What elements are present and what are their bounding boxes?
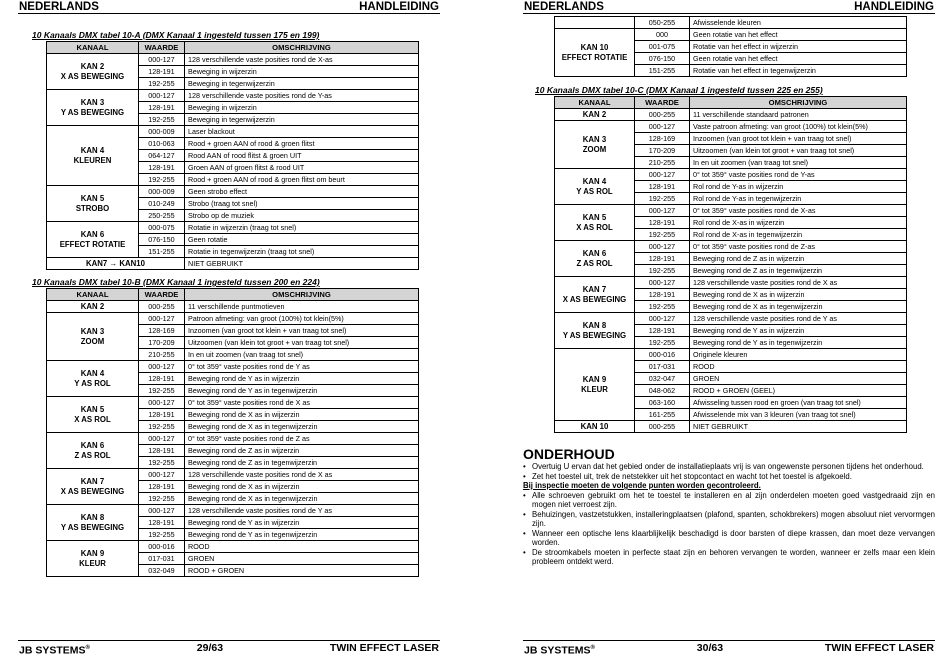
dmx-value: 076-150	[139, 234, 185, 246]
description: Rol rond de Y-as in tegenwijzerzin	[690, 193, 907, 205]
dmx-value: 170-209	[139, 337, 185, 349]
table-row	[555, 121, 907, 133]
dmx-value: 128-191	[139, 409, 185, 421]
page-footer	[18, 640, 440, 657]
description: Strobo (traag tot snel)	[185, 198, 419, 210]
dmx-value: 128-191	[635, 289, 690, 301]
dmx-value: 000-127	[635, 121, 690, 133]
description: Rotatie in tegenwijzerzin (traag tot snel)	[185, 246, 419, 258]
description: Inzoomen (van groot tot klein + van traag tot snel)	[690, 133, 907, 145]
description: Beweging in wijzerzin	[185, 66, 419, 78]
channel-label: KAN 5 X AS ROL	[47, 397, 139, 433]
dmx-value: 000-127	[139, 313, 185, 325]
maintenance-item: • De stroomkabels moeten in perfecte staat zijn en behoren vervangen te worden, wanneer er zelfs maar een klein probleem ontdekt werd.	[523, 548, 935, 567]
channel-label: KAN 7 X AS BEWEGING	[555, 277, 635, 313]
table-row	[47, 54, 419, 66]
channel-label: KAN 3 Y AS BEWEGING	[47, 90, 139, 126]
table-row	[555, 29, 907, 41]
footer-brand: JB SYSTEMS®	[19, 644, 90, 657]
description: Beweging rond de X as in tegenwijzerzin	[185, 493, 419, 505]
table-row	[47, 126, 419, 138]
dmx-value: 128-169	[635, 133, 690, 145]
description: Rood AAN of rood flitst & groen UIT	[185, 150, 419, 162]
description: 11 verschillende standaard patronen	[690, 109, 907, 121]
dmx-value: 000-255	[635, 421, 690, 433]
dmx-value: 128-191	[635, 253, 690, 265]
channel-label: KAN 5 STROBO	[47, 186, 139, 222]
description: 128 verschillende vaste posities rond de Y as	[185, 505, 419, 517]
dmx-value: 128-191	[635, 217, 690, 229]
description: GROEN	[185, 553, 419, 565]
inspection-note: Bij inspectie moeten de volgende punten worden gecontroleerd.	[523, 481, 761, 490]
dmx-value: 170-209	[635, 145, 690, 157]
column-header-kanaal: KANAAL	[47, 289, 139, 301]
page-footer	[523, 640, 935, 657]
description: Beweging rond de Z as in tegenwijzerzin	[690, 265, 907, 277]
channel-label: KAN 8 Y AS BEWEGING	[555, 313, 635, 349]
maintenance-item: • Overtuig U ervan dat het gebied onder de installatieplaats vrij is van ongewenste personen tijdens het onderhoud.	[523, 462, 935, 472]
dmx-value: 000-009	[139, 126, 185, 138]
description: Uitzoomen (van klein tot groot + van traag tot snel)	[185, 337, 419, 349]
description: Beweging rond de X as in wijzerzin	[185, 481, 419, 493]
footer-brand: JB SYSTEMS®	[524, 644, 595, 657]
description: Beweging in tegenwijzerzin	[185, 114, 419, 126]
dmx-value: 000-127	[139, 469, 185, 481]
channel-label: KAN 6 Z AS ROL	[47, 433, 139, 469]
description: Rol rond de Y-as in wijzerzin	[690, 181, 907, 193]
dmx-value: 076-150	[635, 53, 690, 65]
description: Beweging rond de X as in wijzerzin	[185, 409, 419, 421]
dmx-value: 192-255	[139, 114, 185, 126]
dmx-value: 151-255	[635, 65, 690, 77]
dmx-value: 010-249	[139, 198, 185, 210]
dmx-value: 000-127	[139, 433, 185, 445]
table-row	[47, 222, 419, 234]
table-row	[47, 433, 419, 445]
channel-label: KAN 6 EFFECT ROTATIE	[47, 222, 139, 258]
table-a-caption: 10 Kanaals DMX tabel 10-A (DMX Kanaal 1 ingesteld tussen 175 en 199)	[32, 30, 320, 40]
description: 0° tot 359° vaste posities rond de Z-as	[690, 241, 907, 253]
channel-label: KAN 2	[555, 109, 635, 121]
channel-label: KAN 10	[555, 421, 635, 433]
description: 128 verschillende vaste posities rond de Y as	[690, 313, 907, 325]
description: Beweging rond de Y as in tegenwijzerzin	[185, 385, 419, 397]
column-header-waarde: WAARDE	[635, 97, 690, 109]
table-row	[555, 277, 907, 289]
page-number: 29/63	[196, 642, 224, 654]
header-row	[47, 289, 419, 301]
dmx-value: 032-049	[139, 565, 185, 577]
dmx-value: 128-191	[139, 102, 185, 114]
dmx-value: 001-075	[635, 41, 690, 53]
dmx-value: 000-127	[139, 505, 185, 517]
description: Rotatie van het effect in wijzerzin	[690, 41, 907, 53]
description: Strobo op de muziek	[185, 210, 419, 222]
dmx-value: 000-016	[635, 349, 690, 361]
description: Beweging in wijzerzin	[185, 102, 419, 114]
header-language: NEDERLANDS	[524, 1, 604, 13]
description: GROEN	[690, 373, 907, 385]
maintenance-item: • Zet het toestel uit, trek de netstekker uit het stopcontact en wacht tot het toestel is afgekoeld.	[523, 472, 935, 482]
description: In en uit zoomen (van traag tot snel)	[690, 157, 907, 169]
channel-label: KAN 10 EFFECT ROTATIE	[555, 29, 635, 77]
dmx-value: 000-127	[139, 54, 185, 66]
dmx-value: 000	[635, 29, 690, 41]
description: 128 verschillende vaste posities rond de X as	[690, 277, 907, 289]
dmx-value: 000-127	[139, 361, 185, 373]
dmx-value: 128-191	[635, 325, 690, 337]
dmx-value: 192-255	[139, 385, 185, 397]
dmx-value: 128-169	[139, 325, 185, 337]
description: Beweging rond de Z as in tegenwijzerzin	[185, 457, 419, 469]
dmx-value: 048-062	[635, 385, 690, 397]
description: Beweging rond de X as in wijzerzin	[690, 289, 907, 301]
dmx-value: 128-191	[635, 181, 690, 193]
channel-label: KAN 9 KLEUR	[555, 349, 635, 421]
table-row	[47, 505, 419, 517]
dmx-value: 000-127	[635, 169, 690, 181]
table-c-caption: 10 Kanaals DMX tabel 10-C (DMX Kanaal 1 ingesteld tussen 225 en 255)	[535, 85, 823, 95]
dmx-value: 161-255	[635, 409, 690, 421]
dmx-value: 128-191	[139, 517, 185, 529]
dmx-value: 050-255	[635, 17, 690, 29]
table-row	[555, 109, 907, 121]
column-header-omschrijving: OMSCHRIJVING	[185, 42, 419, 54]
description: ROOD	[690, 361, 907, 373]
table-b-caption: 10 Kanaals DMX tabel 10-B (DMX Kanaal 1 ingesteld tussen 200 en 224)	[32, 277, 320, 287]
description: 0° tot 359° vaste posities rond de X-as	[690, 205, 907, 217]
table-row	[47, 361, 419, 373]
description: Groen AAN of groen flitst & rood UIT	[185, 162, 419, 174]
description: Laser blackout	[185, 126, 419, 138]
description: Beweging rond de X as in tegenwijzerzin	[690, 301, 907, 313]
dmx-value: 032-047	[635, 373, 690, 385]
dmx-value: 000-127	[635, 277, 690, 289]
description: Rol rond de X-as in wijzerzin	[690, 217, 907, 229]
column-header-waarde: WAARDE	[139, 42, 185, 54]
channel-label	[555, 17, 635, 29]
dmx-value: 000-016	[139, 541, 185, 553]
dmx-value: 128-191	[139, 373, 185, 385]
table-row	[47, 258, 419, 270]
table-row	[555, 169, 907, 181]
description: Uitzoomen (van klein tot groot + van traag tot snel)	[690, 145, 907, 157]
column-header-waarde: WAARDE	[139, 289, 185, 301]
description: 0° tot 359° vaste posities rond de Y-as	[690, 169, 907, 181]
description: Rood + groen AAN of rood & groen flitst om beurt	[185, 174, 419, 186]
channel-label: KAN 9 KLEUR	[47, 541, 139, 577]
dmx-value: 000-127	[635, 205, 690, 217]
description: Vaste patroon afmeting: van groot (100%) tot klein(5%)	[690, 121, 907, 133]
dmx-value: 192-255	[139, 493, 185, 505]
column-header-omschrijving: OMSCHRIJVING	[185, 289, 419, 301]
page-number: 30/63	[696, 642, 724, 654]
table-row	[47, 90, 419, 102]
dmx-value: 000-009	[139, 186, 185, 198]
header-row	[47, 42, 419, 54]
description: Geen rotatie	[185, 234, 419, 246]
description: Afwisselende mix van 3 kleuren (van traag tot snel)	[690, 409, 907, 421]
description: 0° tot 359° vaste posities rond de Z as	[185, 433, 419, 445]
dmx-value: 128-191	[139, 66, 185, 78]
table-row	[47, 541, 419, 553]
dmx-value: 000-255	[635, 109, 690, 121]
dmx-value: 192-255	[635, 265, 690, 277]
table-row	[555, 205, 907, 217]
header-row	[555, 97, 907, 109]
dmx-value: 192-255	[635, 337, 690, 349]
dmx-value: 250-255	[139, 210, 185, 222]
channel-label: KAN7 → KAN10	[47, 258, 185, 270]
description: NIET GEBRUIKT	[690, 421, 907, 433]
description: 11 verschillende puntmotieven	[185, 301, 419, 313]
description: ROOD + GROEN	[185, 565, 419, 577]
description: 128 verschillende vaste posities rond de X as	[185, 469, 419, 481]
description: Rotatie van het effect in tegenwijzerzin	[690, 65, 907, 77]
description: NIET GEBRUIKT	[185, 258, 419, 270]
column-header-kanaal: KANAAL	[555, 97, 635, 109]
dmx-value: 192-255	[139, 457, 185, 469]
dmx-value: 017-031	[635, 361, 690, 373]
dmx-value: 192-255	[139, 421, 185, 433]
dmx-value: 000-127	[139, 397, 185, 409]
channel-label: KAN 2 X AS BEWEGING	[47, 54, 139, 90]
dmx-value: 128-191	[139, 445, 185, 457]
dmx-value: 063-160	[635, 397, 690, 409]
table-row	[47, 397, 419, 409]
description: Afwisseling tussen rood en groen (van traag tot snel)	[690, 397, 907, 409]
table-row	[555, 421, 907, 433]
page-header	[523, 0, 935, 14]
dmx-value: 210-255	[635, 157, 690, 169]
dmx-value: 128-191	[139, 162, 185, 174]
description: ROOD + GROEN (GEEL)	[690, 385, 907, 397]
description: 0° tot 359° vaste posities rond de Y as	[185, 361, 419, 373]
header-title: HANDLEIDING	[359, 1, 439, 13]
description: Beweging rond de Y as in wijzerzin	[185, 373, 419, 385]
footer-product: TWIN EFFECT LASER	[329, 642, 439, 654]
description: Geen strobo effect	[185, 186, 419, 198]
dmx-value: 000-075	[139, 222, 185, 234]
dmx-table-10b-continued	[554, 16, 907, 77]
channel-label: KAN 7 X AS BEWEGING	[47, 469, 139, 505]
description: Inzoomen (van groot tot klein + van traag tot snel)	[185, 325, 419, 337]
table-row	[555, 313, 907, 325]
description: Rood + groen AAN of rood & groen flitst	[185, 138, 419, 150]
channel-label: KAN 3 ZOOM	[555, 121, 635, 169]
dmx-value: 210-255	[139, 349, 185, 361]
table-row	[47, 313, 419, 325]
maintenance-item: • Behuizingen, vastzetstukken, installeringplaatsen (plafond, spanten, schokbrekers) mogen absoluut niet vervormgen zijn.	[523, 510, 935, 529]
table-row	[555, 241, 907, 253]
description: In en uit zoomen (van traag tot snel)	[185, 349, 419, 361]
table-row	[47, 301, 419, 313]
column-header-kanaal: KANAAL	[47, 42, 139, 54]
description: Beweging rond de Y as in wijzerzin	[690, 325, 907, 337]
description: Beweging in tegenwijzerzin	[185, 78, 419, 90]
description: Beweging rond de Z as in wijzerzin	[690, 253, 907, 265]
description: 128 verschillende vaste posities rond de X-as	[185, 54, 419, 66]
dmx-value: 192-255	[139, 174, 185, 186]
description: Beweging rond de Y as in tegenwijzerzin	[185, 529, 419, 541]
description: ROOD	[185, 541, 419, 553]
dmx-table-10a	[46, 41, 419, 270]
table-row	[47, 186, 419, 198]
channel-label: KAN 5 X AS ROL	[555, 205, 635, 241]
page-header	[18, 0, 440, 14]
dmx-value: 128-191	[139, 481, 185, 493]
footer-product: TWIN EFFECT LASER	[824, 642, 934, 654]
channel-label: KAN 2	[47, 301, 139, 313]
header-title: HANDLEIDING	[854, 1, 934, 13]
dmx-value: 064-127	[139, 150, 185, 162]
description: Geen rotatie van het effect	[690, 29, 907, 41]
description: Beweging rond de Y as in wijzerzin	[185, 517, 419, 529]
description: 128 verschillende vaste posities rond de Y-as	[185, 90, 419, 102]
section-heading: ONDERHOUD	[523, 446, 615, 462]
dmx-value: 192-255	[635, 229, 690, 241]
description: 0° tot 359° vaste posities rond de X as	[185, 397, 419, 409]
description: Rotatie in wijzerzin (traag tot snel)	[185, 222, 419, 234]
dmx-value: 000-127	[635, 313, 690, 325]
description: Geen rotatie van het effect	[690, 53, 907, 65]
channel-label: KAN 4 Y AS ROL	[555, 169, 635, 205]
description: Originele kleuren	[690, 349, 907, 361]
description: Patroon afmeting: van groot (100%) tot klein(5%)	[185, 313, 419, 325]
dmx-table-10c	[554, 96, 907, 433]
channel-label: KAN 3 ZOOM	[47, 313, 139, 361]
channel-label: KAN 4 Y AS ROL	[47, 361, 139, 397]
description: Rol rond de X-as in tegenwijzerzin	[690, 229, 907, 241]
dmx-value: 010-063	[139, 138, 185, 150]
table-row	[555, 349, 907, 361]
channel-label: KAN 6 Z AS ROL	[555, 241, 635, 277]
dmx-value: 192-255	[139, 78, 185, 90]
maintenance-list	[523, 462, 935, 567]
description: Beweging rond de X as in tegenwijzerzin	[185, 421, 419, 433]
channel-label: KAN 8 Y AS BEWEGING	[47, 505, 139, 541]
dmx-value: 192-255	[139, 529, 185, 541]
dmx-value: 000-255	[139, 301, 185, 313]
left-page	[18, 0, 440, 657]
header-language: NEDERLANDS	[19, 1, 99, 13]
table-row	[555, 17, 907, 29]
dmx-value: 192-255	[635, 301, 690, 313]
right-page	[523, 0, 935, 657]
dmx-value: 017-031	[139, 553, 185, 565]
dmx-table-10b	[46, 288, 419, 577]
maintenance-item: • Wanneer een optische lens klaarblijkelijk beschadigd is door barsten of diepe krassen, dan moet deze vervangen worden.	[523, 529, 935, 548]
description: Afwisselende kleuren	[690, 17, 907, 29]
dmx-value: 151-255	[139, 246, 185, 258]
table-row	[47, 469, 419, 481]
dmx-value: 000-127	[139, 90, 185, 102]
dmx-value: 192-255	[635, 193, 690, 205]
description: Beweging rond de Y as in tegenwijzerzin	[690, 337, 907, 349]
maintenance-item: • Alle schroeven gebruikt om het te toestel te installeren en al zijn onderdelen moeten goed vastgedraaid zijn en mogen niet verroest zijn.	[523, 491, 935, 510]
column-header-omschrijving: OMSCHRIJVING	[690, 97, 907, 109]
dmx-value: 000-127	[635, 241, 690, 253]
description: Beweging rond de Z as in wijzerzin	[185, 445, 419, 457]
channel-label: KAN 4 KLEUREN	[47, 126, 139, 186]
